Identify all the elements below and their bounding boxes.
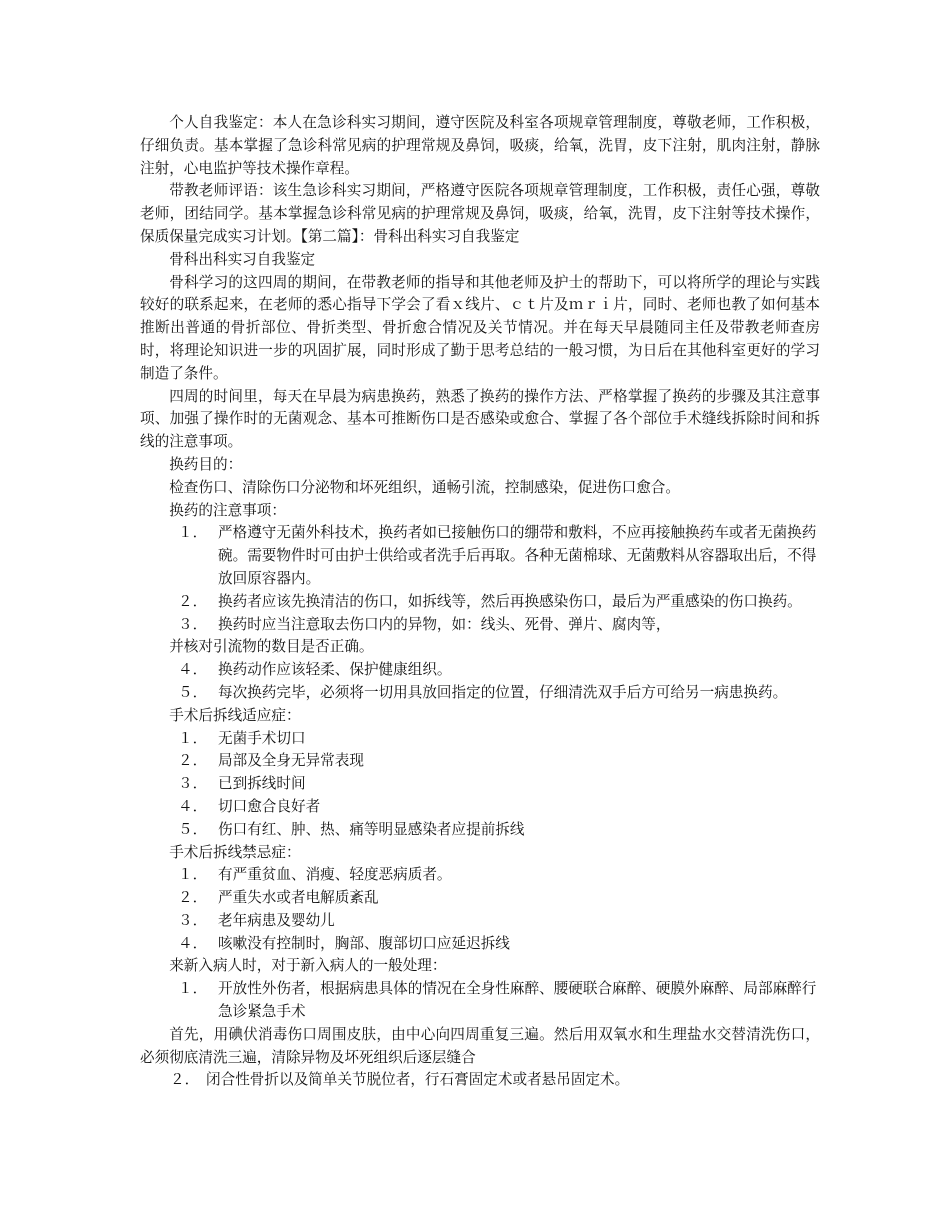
list-text: 换药动作应该轻柔、保护健康组织。: [218, 661, 452, 679]
list-item: [140, 796, 820, 819]
list-text: 闭合性骨折以及简单关节脱位者，行石膏固定术或者悬吊固定术。: [206, 1071, 630, 1089]
list-number: １．: [178, 980, 208, 998]
notes-continuation: 并核对引流物的数目是否正确。: [169, 638, 374, 656]
list-text: 换药者应该先换清洁的伤口，如拆线等，然后再换感染伤口，最后为严重感染的伤口换药。: [218, 592, 802, 610]
list-item: [140, 728, 820, 751]
list-text: 有严重贫血、消瘦、轻度恶病质者。: [218, 866, 452, 884]
list-number: ２．: [170, 1071, 200, 1089]
list-text: 已到拆线时间: [218, 775, 306, 793]
list-number: １．: [178, 524, 208, 542]
paragraph-wound-cleaning: 首先，用碘伏消毒伤口周围皮肤，由中心向四周重复三遍。然后用双氧水和生理盐水交替清洗伤口，必须彻底清洗三遍，清除异物及坏死组织后逐层缝合: [140, 1025, 820, 1066]
list-number: ４．: [178, 797, 208, 815]
list-number: ５．: [178, 683, 208, 701]
dressing-purpose-text: 检查伤口、清除伤口分泌物和坏死组织，通畅引流，控制感染，促进伤口愈合。: [169, 478, 680, 496]
list-text: 严格遵守无菌外科技术，换药者如已接触伤口的绷带和敷料，不应再接触换药车或者无菌换药碗。需要物件时可由护士供给或者洗手后再取。各种无菌棉球、无菌敷料从容器取出后，不得放回原容器内。: [218, 524, 817, 587]
list-item: [140, 750, 820, 773]
list-number: ５．: [178, 820, 208, 838]
list-number: １．: [178, 729, 208, 747]
list-item: [140, 910, 820, 933]
list-item: [140, 819, 820, 842]
list-number: ２．: [178, 889, 208, 907]
heading-dressing-purpose: 换药目的：: [169, 455, 243, 473]
list-item: [140, 1069, 820, 1092]
list-item: [140, 887, 820, 910]
list-item: [140, 933, 820, 956]
list-text: 每次换药完毕，必须将一切用具放回指定的位置，仔细清洗双手后方可给另一病患换药。: [218, 683, 788, 701]
list-item: [140, 978, 820, 1024]
list-text: 无菌手术切口: [218, 729, 306, 747]
heading-new-patient: 来新入病人时，对于新入病人的一般处理：: [169, 957, 447, 975]
list-text: 局部及全身无异常表现: [218, 752, 364, 770]
list-item: [140, 773, 820, 796]
list-number: ４．: [178, 661, 208, 679]
list-text: 老年病患及婴幼儿: [218, 911, 335, 929]
list-item: [140, 522, 820, 590]
list-text: 切口愈合良好者: [218, 797, 321, 815]
list-number: ３．: [178, 615, 208, 633]
section-title: 骨科出科实习自我鉴定: [169, 250, 316, 268]
list-item: [140, 659, 820, 682]
list-text: 开放性外伤者，根据病患具体的情况在全身性麻醉、腰硬联合麻醉、硬膜外麻醉、局部麻醉行急诊紧急手术: [218, 980, 817, 1021]
list-text: 严重失水或者电解质紊乱: [218, 889, 379, 907]
list-number: ４．: [178, 934, 208, 952]
list-number: ２．: [178, 592, 208, 610]
list-item: [140, 614, 820, 637]
paragraph-dressing-change: 四周的时间里，每天在早晨为病患换药，熟悉了换药的操作方法、严格掌握了换药的步骤及其注意事项、加强了操作时的无菌观念、基本可推断伤口是否感染或愈合、掌握了各个部位手术缝线拆除时间和拆线的注意事项。: [140, 387, 820, 451]
heading-dressing-notes: 换药的注意事项：: [169, 501, 286, 519]
list-item: [140, 864, 820, 887]
list-number: ２．: [178, 752, 208, 770]
list-item: [140, 591, 820, 614]
paragraph-orthopedics-study: 骨科学习的这四周的期间，在带教老师的指导和其他老师及护士的帮助下，可以将所学的理论与实践较好的联系起来，在老师的悉心指导下学会了看ｘ线片、ｃｔ片及ｍｒｉ片，同时、老师也教了如何基本推断出普通的骨折部位、骨折类型、骨折愈合情况及关节情况。并在每天早晨随同主任及带教老师查房时，将理论知识进一步的巩固扩展，同时形成了勤于思考总结的一般习惯，为日后在其他科室更好的学习制造了条件。: [140, 273, 820, 382]
heading-suture-contraindications: 手术后拆线禁忌症：: [169, 843, 301, 861]
list-number: １．: [178, 866, 208, 884]
heading-suture-indications: 手术后拆线适应症：: [169, 706, 301, 724]
list-number: ３．: [178, 775, 208, 793]
list-text: 伤口有红、肿、热、痛等明显感染者应提前拆线: [218, 820, 525, 838]
list-item: [140, 682, 820, 705]
paragraph-self-assessment: 个人自我鉴定：本人在急诊科实习期间，遵守医院及科室各项规章管理制度，尊敬老师，工作积极，仔细负责。基本掌握了急诊科常见病的护理常规及鼻饲，吸痰，给氧，洗胃，皮下注射，肌肉注射，静脉注射，心电监护等技术操作章程。: [140, 114, 820, 177]
paragraph-teacher-comment: 带教老师评语：该生急诊科实习期间，严格遵守医院各项规章管理制度，工作积极，责任心强，尊敬老师，团结同学。基本掌握急诊科常见病的护理常规及鼻饲，吸痰，给氧，洗胃，皮下注射等技术操作，保质保量完成实习计划。【第二篇】：骨科出科实习自我鉴定: [140, 182, 820, 245]
list-number: ３．: [178, 911, 208, 929]
list-text: 咳嗽没有控制时，胸部、腹部切口应延迟拆线: [218, 934, 510, 952]
document-page: [140, 112, 820, 1092]
list-text: 换药时应当注意取去伤口内的异物，如：线头、死骨、弹片、腐肉等，: [218, 615, 671, 633]
